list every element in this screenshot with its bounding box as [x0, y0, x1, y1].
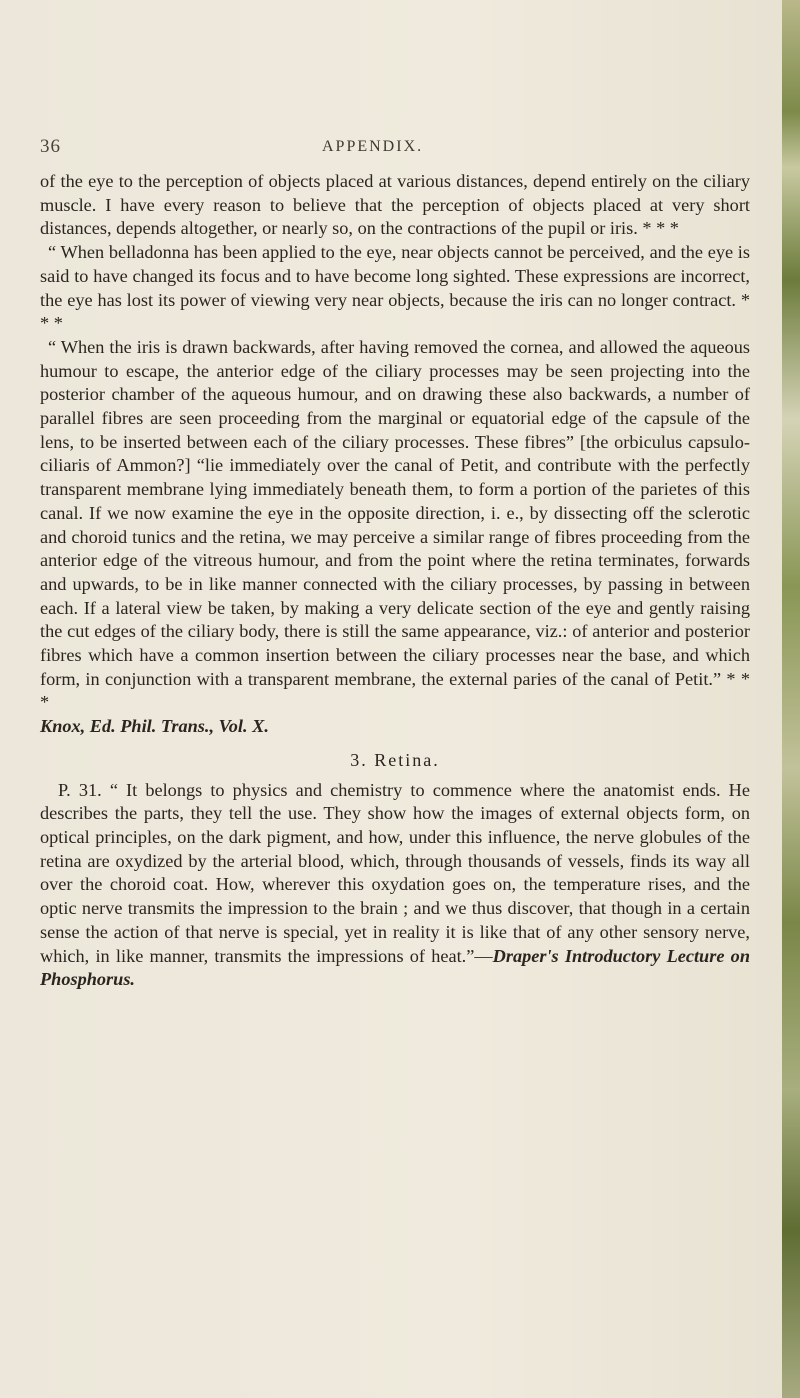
body-text [40, 170, 750, 992]
citation-draper: Draper's Introductory Lecture on Phosphorus. [40, 945, 750, 990]
citation-knox: Knox, Ed. Phil. Trans., Vol. X. [40, 716, 269, 737]
section-heading: 3. Retina. [350, 749, 440, 770]
running-head: APPENDIX. [322, 138, 424, 155]
page-number: 36 [40, 136, 61, 157]
paragraph-4-text: “ It belongs to physics and chemistry to commence where the anatomist ends. He describes the parts, they tell the use. They show how the images of external objects form, on optical principles, on the dark pigment, and how, under this influence, the nerve globules of the retina are oxydized by the arterial blood, which, through thousands of vessels, finds its way all over the choroid coat. How, wherever this oxydation goes on, the temperature rises, and the optic nerve transmits the impression to the brain ; and we thus discover, that though in a certain sense the action of that nerve is special, yet in reality it is like that of any other sensory nerve, which, in like manner, transmits the impressions of heat.”— [40, 779, 750, 966]
paragraph-4-lead: P. 31. [58, 779, 102, 800]
paragraph-3 [40, 336, 750, 739]
paragraph-1: of the eye to the perception of objects placed at various distances, depend entirely on the ciliary muscle. I have every reason to believe that the perception of objects placed at very short distances, depends altogether, or nearly so, on the contractions of the pupil or iris. * * * [40, 171, 750, 239]
paragraph-2: “ When belladonna has been applied to the eye, near objects cannot be perceived, and the eye is said to have changed its focus and to have become long sighted. These expressions are incorrect, the eye has lost its power of viewing very near objects, because the iris can no longer contract. * * * [40, 242, 750, 334]
page-header [40, 136, 740, 160]
paragraph-4 [40, 779, 750, 992]
page-edge [782, 0, 800, 1398]
paragraph-3-text: “ When the iris is drawn backwards, after having removed the cornea, and allowed the aqueous humour to escape, the anterior edge of the ciliary processes may be seen projecting into the posterior chamber of the aqueous humour, and on drawing these also backwards, a number of parallel fibres are seen proceeding from the marginal or equatorial edge of the capsule of the lens, to be inserted between each of the ciliary processes. These fibres” [the orbiculus capsulo-ciliaris of Ammon?] “lie immediately over the canal of Petit, and contribute with the perfectly transparent membrane lying immediately beneath them, to form a portion of the parietes of this canal. If we now examine the eye in the opposite direction, i. e., by dissecting off the sclerotic and choroid tunics and the retina, we may perceive a similar range of fibres proceeding from the anterior edge of the vitreous humour, and from the point where the retina terminates, forwards and upwards, to be in like manner connected with the ciliary processes, by passing in between each. If a lateral view be taken, by making a very delicate section of the eye and gently raising the cut edges of the ciliary body, there is still the same appearance, viz.: of anterior and posterior fibres which have a common insertion between the ciliary processes near the base, and which form, in conjunction with a transparent membrane, the external paries of the canal of Petit.” * * * [40, 336, 750, 713]
